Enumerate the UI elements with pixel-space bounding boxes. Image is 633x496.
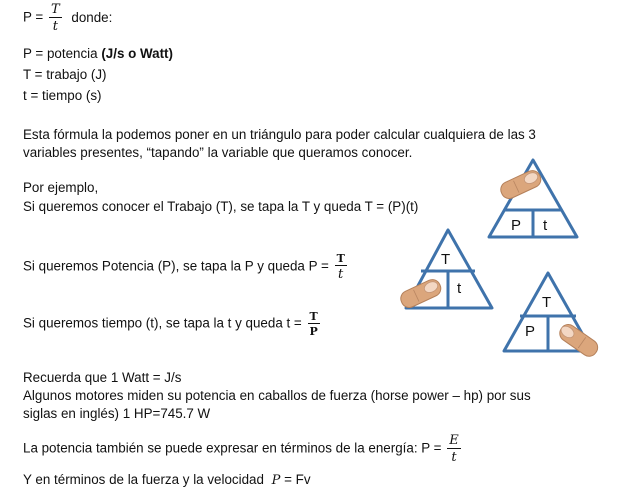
definition-tiempo: t = tiempo (s) [23,88,102,103]
definition-potencia-label: P = potencia [23,46,98,61]
formula-fraction [49,3,62,33]
energy-text: La potencia también se puede expresar en términos de la energía: P = [23,440,442,456]
energy-fraction [447,434,461,464]
example-trabajo-text: Si queremos conocer el Trabajo (T), se tapa la T y queda T = (P) [23,199,406,214]
formula-lhs: P = [23,9,44,25]
note-hp-line-2: siglas en inglés) 1 HP=745.7 W [23,406,211,421]
intro-line-2: variables presentes, “tapando” la variable que queramos conocer. [23,145,413,160]
example-potencia-text: Si queremos Potencia (P), se tapa la P y queda P = [23,258,329,274]
formula-line [23,3,112,33]
triangle-potencia-t-top: T [441,251,451,268]
energy-denominator: t [451,450,457,465]
definition-potencia [23,46,173,62]
example-tiempo-denominator: P [309,325,318,338]
example-potencia-numerator: T [336,252,345,265]
example-tiempo [23,311,322,337]
note-watt: Recuerda que 1 Watt = J/s [23,370,182,385]
example-tiempo-fraction [307,311,319,337]
velocity-formula-rhs: = Fv [284,472,311,487]
example-potencia-fraction [335,253,347,281]
triangle-trabajo-t: t [543,217,548,234]
energy-line [23,434,463,464]
example-tiempo-text: Si queremos tiempo (t), se tapa la t y queda t = [23,315,302,331]
definition-potencia-unit: (J/s o Watt) [101,46,173,61]
formula-denominator: t [52,19,58,34]
triangle-tiempo-p: P [525,323,536,340]
example-trabajo [23,199,418,215]
finger-icon [556,320,602,360]
example-trabajo-tail: (t) [405,199,419,214]
note-hp-line-1: Algunos motores miden su potencia en caballos de fuerza (horse power – hp) por sus [23,388,531,403]
formula-suffix: donde: [71,9,113,25]
intro-line-1: Esta fórmula la podemos poner en un triángulo para poder calcular cualquiera de las 3 [23,127,536,142]
velocity-formula-lhs: P [271,473,281,488]
examples-title: Por ejemplo, [23,180,99,195]
triangle-tiempo-t-top: T [542,294,552,311]
finger-icon [396,277,446,311]
formula-numerator: T [50,2,60,17]
example-potencia [23,253,349,281]
triangle-trabajo-p: P [511,217,522,234]
example-tiempo-numerator: T [309,310,318,323]
definition-trabajo: T = trabajo (J) [23,67,107,82]
velocity-text: Y en términos de la fuerza y la velocidad [23,472,264,487]
triangle-potencia-t: t [457,280,462,297]
example-potencia-denominator: t [338,267,344,282]
energy-numerator: E [449,433,459,448]
finger-icon [496,168,546,202]
velocity-line [23,472,311,489]
